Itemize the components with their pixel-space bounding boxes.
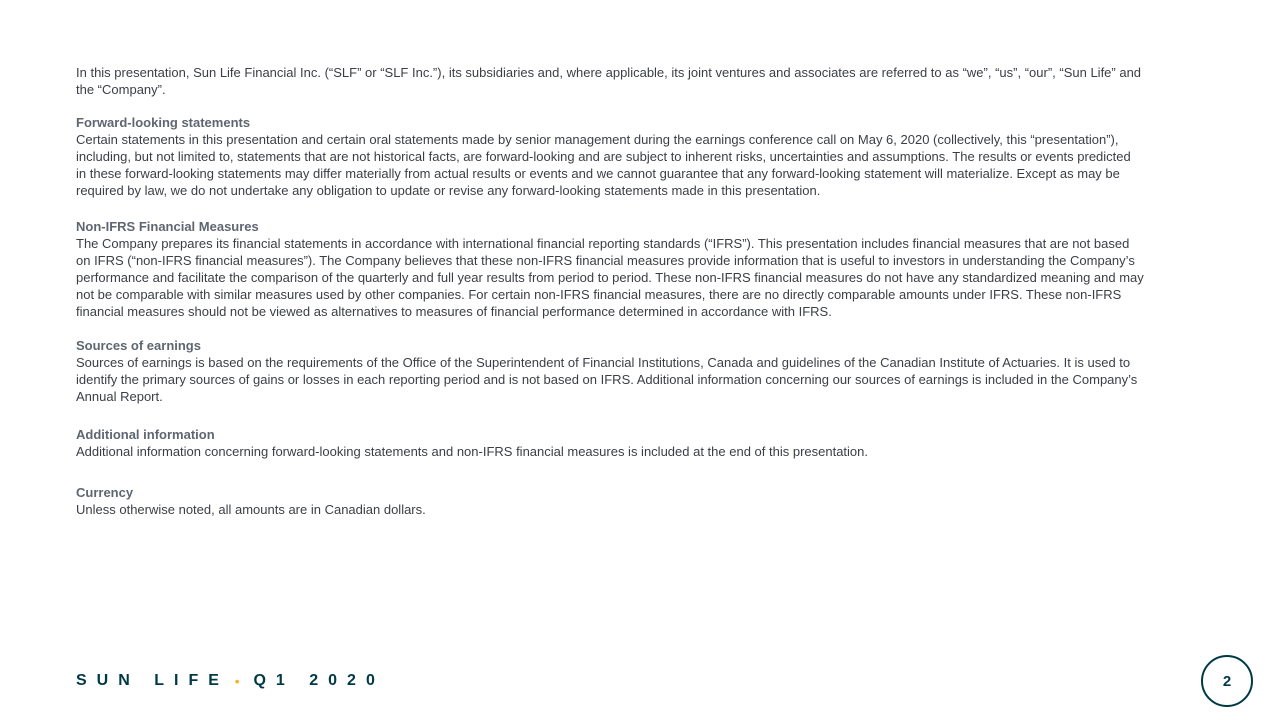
section-heading: Non-IFRS Financial Measures	[76, 219, 259, 234]
section-forward-looking	[76, 114, 1144, 199]
section-body: Unless otherwise noted, all amounts are in Canadian dollars.	[76, 502, 426, 517]
brand-name: SUN LIFE	[76, 672, 229, 689]
section-heading: Currency	[76, 485, 134, 500]
section-non-ifrs	[76, 218, 1144, 320]
intro-paragraph: In this presentation, Sun Life Financial Inc. (“SLF” or “SLF Inc.”), its subsidiaries and, where applicable, its joint ventures and associates are referred to as “we”, “us”, “our”, “Sun Life” and the “Company”.	[76, 65, 1142, 97]
footer-brand	[76, 672, 385, 690]
reporting-period: Q1 2020	[253, 672, 385, 689]
section-heading: Sources of earnings	[76, 338, 201, 353]
disclaimer-content	[76, 64, 1144, 533]
section-sources-of-earnings	[76, 337, 1144, 405]
bullet-separator: •	[234, 673, 240, 689]
section-body: The Company prepares its financial statements in accordance with international financial reporting standards (“IFRS”). This presentation includes financial measures that are not based on IFRS (“non-IFRS financial measures”). The Company believes that these non-IFRS financial measures provide information that is useful to investors in understanding the Company’s performance and facilitate the comparison of the quarterly and full year results from period to period. These non-IFRS financial measures do not have any standardized meaning and may not be comparable with similar measures used by other companies. For certain non-IFRS financial measures, there are no directly comparable amounts under IFRS. These non-IFRS financial measures should not be viewed as alternatives to measures of financial performance determined in accordance with IFRS.	[76, 236, 1144, 319]
section-body: Certain statements in this presentation and certain oral statements made by senior management during the earnings conference call on May 6, 2020 (collectively, this “presentation”), including, but not limited to, statements that are not historical facts, are forward-looking and are subject to inherent risks, uncertainties and assumptions. The results or events predicted in these forward-looking statements may differ materially from actual results or events and we cannot guarantee that any forward-looking statement will materialize. Except as may be required by law, we do not undertake any obligation to update or revise any forward-looking statements made in this presentation.	[76, 132, 1131, 198]
section-heading: Additional information	[76, 427, 215, 442]
section-body: Sources of earnings is based on the requirements of the Office of the Superintendent of Financial Institutions, Canada and guidelines of the Canadian Institute of Actuaries. It is used to identify the primary sources of gains or losses in each reporting period and is not based on IFRS. Additional information concerning our sources of earnings is included in the Company’s Annual Report.	[76, 355, 1138, 404]
section-currency	[76, 484, 1144, 518]
section-additional-information	[76, 426, 1144, 460]
page-number: 2	[1222, 672, 1232, 690]
section-body: Additional information concerning forward-looking statements and non-IFRS financial measures is included at the end of this presentation.	[76, 444, 868, 459]
section-heading: Forward-looking statements	[76, 115, 251, 130]
page-number-badge	[1201, 655, 1253, 707]
